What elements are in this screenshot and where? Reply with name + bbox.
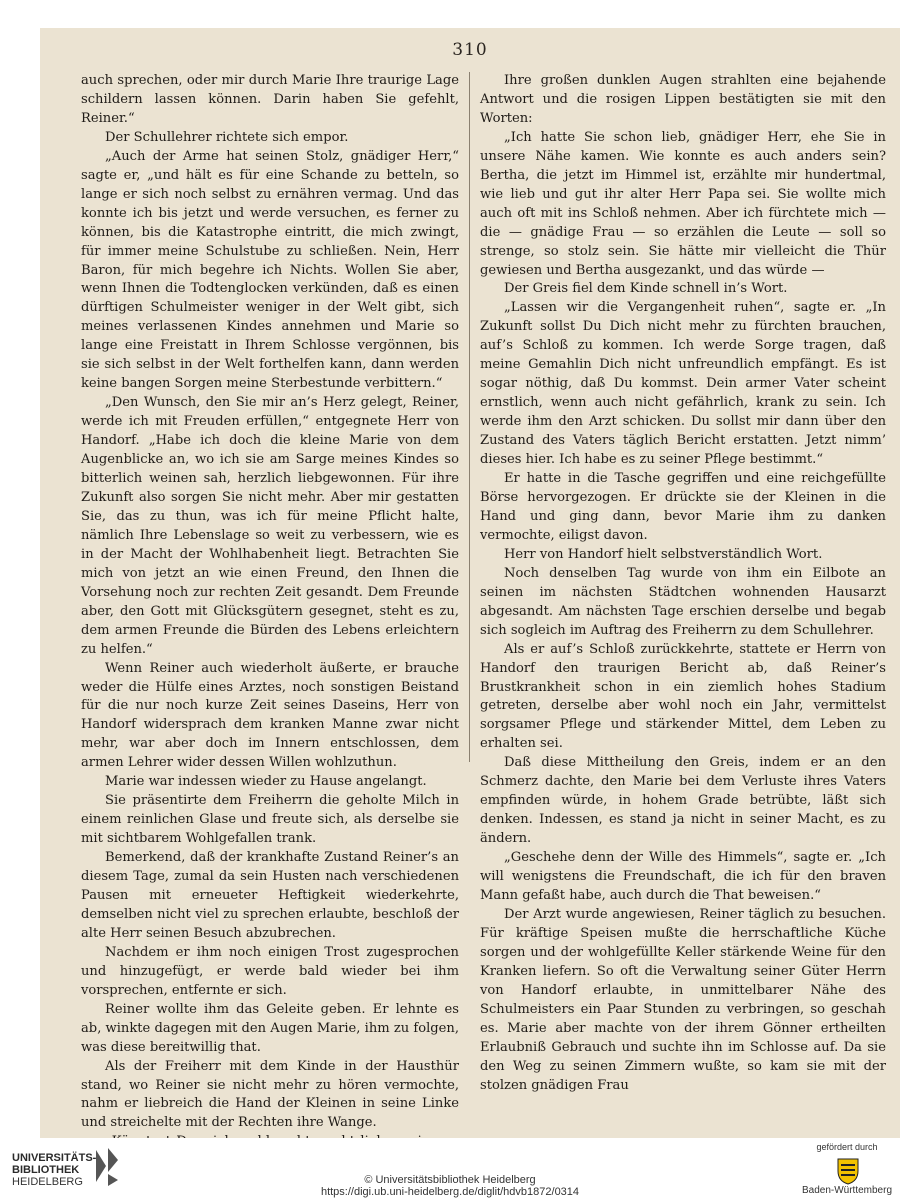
copyright-block xyxy=(250,1174,650,1198)
paragraph: Daß diese Mittheilung den Greis, indem er an den Schmerz dachte, den Marie bei dem Verluste ihres Vaters empfinden würde, in hohem Grade betrübte, läßt sich denken. Indessen, es stand ja nicht in seiner Macht, es zu ändern. xyxy=(480,755,886,847)
paragraph: Der Schullehrer richtete sich empor. xyxy=(105,129,349,145)
paragraph: Reiner wollte ihm das Geleite geben. Er lehnte es ab, winkte dagegen mit den Augen Marie, ihm zu folgen, was diese bereitwillig that. xyxy=(81,1001,459,1055)
sponsor-block xyxy=(797,1142,897,1197)
copyright-text: © Universitätsbibliothek Heidelberg xyxy=(364,1174,536,1186)
paragraph: Noch denselben Tag wurde von ihm ein Eilbote an seinen im nächsten Städtchen wohnenden Hausarzt abgesandt. Am nächsten Tage erschien derselbe und begab sich sogleich im Auftrag des Freiherrn zu dem Schullehrer. xyxy=(480,565,886,638)
paragraph: „Geschehe denn der Wille des Himmels“, sagte er. „Ich will wenigstens die Freundschaft, die ich für den braven Mann gefaßt habe, auch durch die That beweisen.“ xyxy=(480,850,886,903)
paragraph: Ihre großen dunklen Augen strahlten eine bejahende Antwort und die rosigen Lippen bestätigten sie mit den Worten: xyxy=(480,73,886,126)
permalink[interactable]: https://digi.ub.uni-heidelberg.de/diglit/hdvb1872/0314 xyxy=(320,1186,580,1198)
scanned-page xyxy=(40,28,900,1138)
paragraph: Als er auf’s Schloß zurückkehrte, stattete er Herrn von Handorf den traurigen Bericht ab, daß Reiner’s Brustkrankheit schon in ein ziemlich hohes Stadium getreten, derselbe aber wohl noch ein Jahr, vermittelst sorgsamer Pflege und stärkender Mittel, dem Leben zu erhalten sei. xyxy=(480,641,886,752)
paragraph: Bemerkend, daß der krankhafte Zustand Reiner’s an diesem Tage, zumal da sein Husten nach verschiedenen Pausen mit erneueter Heftigkeit wiederkehrte, demselben nicht viel zu sprechen erlaubte, beschloß der alte Herr seinen Besuch abzubrechen. xyxy=(81,850,459,941)
paragraph: Herr von Handorf hielt selbstverständlich Wort. xyxy=(504,546,823,562)
paragraph: Er hatte in die Tasche gegriffen und eine reichgefüllte Börse hervorgezogen. Er drückte sie der Kleinen in die Hand und ging dann, bevor Marie ihm zu danken vermochte, eiligst davon. xyxy=(480,471,886,543)
state-crest-icon xyxy=(833,1156,863,1186)
paragraph: „Den Wunsch, den Sie mir an’s Herz gelegt, Reiner, werde ich mit Freuden erfüllen,“ entgegnete Herr von Handorf. „Habe ich doch die kleine Marie von dem Augenblicke an, wo ich sie am Sarge meines Kindes so bitterlich weinen sah, herzlich liebgewonnen. Für ihre Zukunft also sorgen Sie nicht mehr. Aber mir gestatten Sie, das zu thun, was ich für meine Pflicht halte, nämlich Ihre Lebenslage so weit zu verbessern, wie es in der Macht der Wohlhabenheit liegt. Betrachten Sie mich von jetzt an wie einen Freund, den Ihnen die Vorsehung noch zur rechten Zeit gesandt. Dem Freunde aber, den Gott mit Glücksgütern gesegnet, steht es zu, dem armen Freunde die Bürden des Lebens erleichtern zu helfen.“ xyxy=(81,395,459,657)
paragraph: Der Arzt wurde angewiesen, Reiner täglich zu besuchen. Für kräftige Speisen mußte die herrschaftliche Küche sorgen und der wohlgefüllte Keller stärkende Weine für den Kranken liefern. So oft die Verwaltung seiner Güter Herrn von Handorf erlaubte, in unmittelbarer Nähe des Schulmeisters ein Paar Stunden zu verbringen, so geschah es. Marie aber machte von der ihrem Gönner ertheilten Erlaubniß Gebrauch und suchte ihn im Schlosse auf. Da sie den Weg zu seinen Zimmern wußte, so kam sie mit der stolzen gnädigen Frau xyxy=(480,906,886,1093)
paragraph: Marie war indessen wieder zu Hause angelangt. xyxy=(105,774,427,790)
paragraph: Nachdem er ihm noch einigen Trost zugesprochen und hinzugefügt, er werde bald wieder bei ihm vorsprechen, entfernte er sich. xyxy=(81,944,459,998)
right-column xyxy=(480,72,886,1122)
library-city: HEIDELBERG xyxy=(12,1176,83,1188)
paragraph: „Auch der Arme hat seinen Stolz, gnädiger Herr,“ sagte er, „und hält es für eine Schande zu betteln, so lange er sich noch selbst zu ernähren vermag. Und das konnte ich bis jetzt und werde versuchen, es ferner zu können, bis die Katastrophe eintritt, die mich zwingt, für immer meine Schulstube zu schließen. Nein, Herr Baron, für mich begehre ich Nichts. Wollen Sie aber, wenn Ihnen die Todtenglocken verkünden, daß es einen dürftigen Schulmeister weniger in der Welt gibt, sich meines verlassenen Kindes annehmen und Marie so lange eine Freistatt in Ihrem Schlosse vergönnen, bis sie sich selbst in der Welt forthelfen kann, dann werden keine bangen Sorgen meine Sterbestunde verbittern.“ xyxy=(81,148,459,392)
paragraph: Sie präsentirte dem Freiherrn die geholte Milch in einem reinlichen Glase und freute sich, als derselbe sie mit sichtbarem Wohlgefallen trank. xyxy=(81,793,459,847)
column-divider xyxy=(469,72,470,762)
paragraph: „Ich hatte Sie schon lieb, gnädiger Herr, ehe Sie in unsere Nähe kamen. Wie konnte es auch anders sein? Bertha, die jetzt im Himmel ist, erzählte mir hundertmal, wie lieb und gut ihr alter Herr Papa sei. Sie wollte mich auch oft mit ins Schloß nehmen. Aber ich fürchtete mich — die — gnädige Frau — so erzählen die Leute — soll so strenge, so stolz sein. Sie hätte mir vielleicht die Thür gewiesen und Bertha ausgezankt, und das würde — xyxy=(480,129,886,278)
paragraph: Als der Freiherr mit dem Kinde in der Hausthür stand, wo Reiner sie nicht mehr zu hören vermochte, nahm er liebreich die Hand der Kleinen in seine Linke und streichelte mit der Rechten ihre Wange. xyxy=(81,1058,459,1131)
paragraph: auch sprechen, oder mir durch Marie Ihre traurige Lage schildern lassen können. Darin haben Sie gefehlt, Reiner.“ xyxy=(81,73,459,126)
viewer-footer xyxy=(0,1138,905,1204)
page-number: 310 xyxy=(452,40,488,60)
sponsor-name: Baden-Württemberg xyxy=(801,1185,893,1196)
library-name-line1: UNIVERSITÄTS- xyxy=(12,1152,97,1164)
left-column xyxy=(81,72,459,1131)
paragraph: „Lassen wir die Vergangenheit ruhen“, sagte er. „In Zukunft sollst Du Dich nicht mehr zu fürchten brauchen, auf’s Schloß zu kommen. Ich werde Sorge tragen, daß meine Gemahlin Dich nicht unfreundlich empfängt. Es ist sogar nöthig, daß Du kommst. Dein armer Vater scheint ernstlich, wenn auch nicht gefährlich, krank zu sein. Ich werde ihm den Arzt schicken. Du sollst mir dann über den Zustand des Vaters täglich Bericht erstatten. Jetzt nimm’ dieses hier. Ich habe es zu seiner Pflege bestimmt.“ xyxy=(480,300,886,468)
paragraph: Wenn Reiner auch wiederholt äußerte, er brauche weder die Hülfe eines Arztes, noch sonstigen Beistand für die nur noch kurze Zeit seines Daseins, Herr von Handorf widersprach dem kranken Manne zwar nicht mehr, war aber doch im Innern entschlossen, dem armen Lehrer wider dessen Willen wohlzuthun. xyxy=(81,660,459,771)
library-name-line2: BIBLIOTHEK xyxy=(12,1164,80,1176)
library-logo xyxy=(12,1152,96,1188)
library-emblem-icon xyxy=(92,1146,122,1188)
sponsor-label: gefördert durch xyxy=(816,1142,878,1152)
paragraph: Der Greis fiel dem Kinde schnell in’s Wort. xyxy=(504,281,788,297)
